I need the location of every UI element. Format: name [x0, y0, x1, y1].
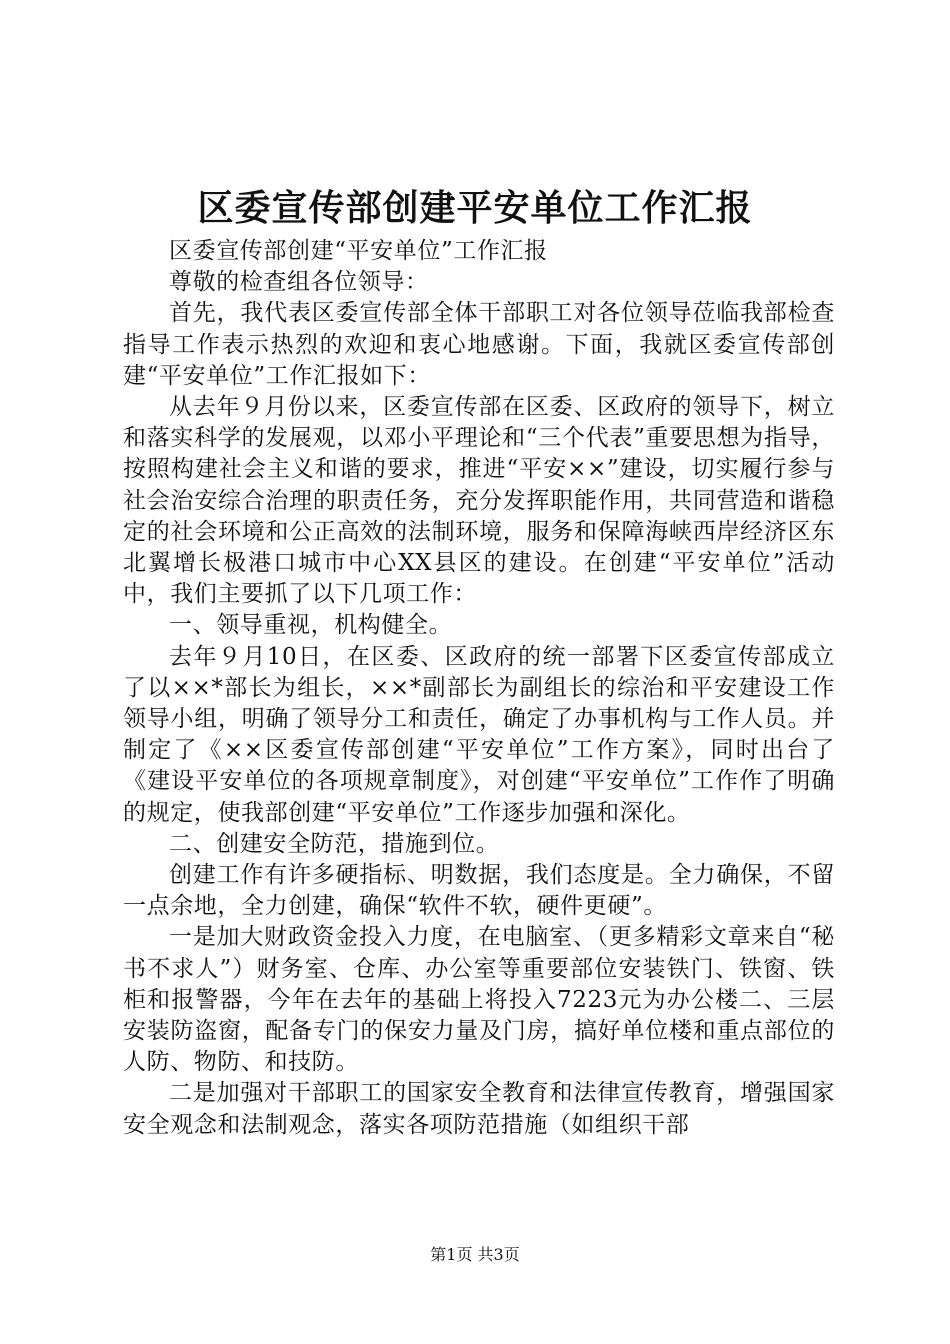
section-heading: 一、领导重视，机构健全。: [169, 612, 453, 639]
section-heading: 二、创建安全防范，措施到位。: [169, 830, 500, 857]
document-body: [123, 236, 835, 1141]
page-footer: 第1页 共3页: [430, 1245, 520, 1264]
paragraph: 二是加强对干部职工的国家安全教育和法律宣传教育，增强国家安全观念和法制观念，落实各项防范措施（如组织干部: [123, 1080, 835, 1138]
paragraph: 一是加大财政资金投入力度，在电脑室、（更多精彩文章来自“秘书不求人”）财务室、仓库、办公室等重要部位安装铁门、铁窗、铁柜和报警器，今年在去年的基础上将投入7223元为办公楼二、三层安装防盗窗，配备专门的保安力量及门房，搞好单位楼和重点部位的人防、物防、和技防。: [123, 924, 835, 1076]
paragraph: 从去年９月份以来，区委宣传部在区委、区政府的领导下，树立和落实科学的发展观，以邓小平理论和“三个代表”重要思想为指导，按照构建社会主义和谐的要求，推进“平安××”建设，切实履行参与社会治安综合治理的职责任务，充分发挥职能作用，共同营造和谐稳定的社会环境和公正高效的法制环境，服务和保障海峡西岸经济区东北翼增长极港口城市中心XX县区的建设。在创建“平安单位”活动中，我们主要抓了以下几项工作：: [123, 394, 835, 608]
document-title: 区委宣传部创建平安单位工作汇报: [197, 187, 753, 229]
paragraph-salutation: 尊敬的检查组各位领导：: [169, 269, 429, 296]
paragraph: 去年９月10日，在区委、区政府的统一部署下区委宣传部成立了以××*部长为组长，××*副部长为副组长的综治和平安建设工作领导小组，明确了领导分工和责任，确定了办事机构与工作人员。并制定了《××区委宣传部创建“平安单位”工作方案》，同时出台了《建设平安单位的各项规章制度》，对创建“平安单位”工作作了明确的规定，使我部创建“平安单位”工作逐步加强和深化。: [123, 643, 835, 826]
paragraph-subtitle: 区委宣传部创建“平安单位”工作汇报: [169, 238, 548, 264]
paragraph: 创建工作有许多硬指标、明数据，我们态度是。全力确保，不留一点余地，全力创建，确保“软件不软，硬件更硬”。: [123, 862, 835, 920]
paragraph: 首先，我代表区委宣传部全体干部职工对各位领导莅临我部检查指导工作表示热烈的欢迎和衷心地感谢。下面，我就区委宣传部创建“平安单位”工作汇报如下：: [123, 300, 835, 389]
